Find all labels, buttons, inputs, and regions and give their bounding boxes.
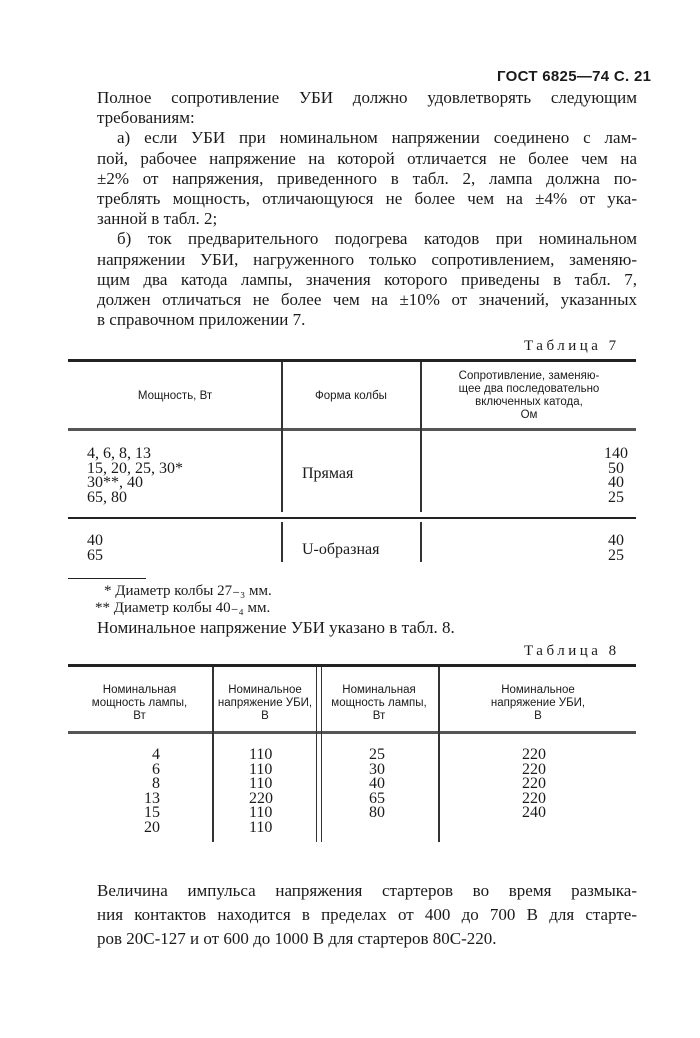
power-cell: 4, 6, 8, 13 15, 20, 25, 30* 30**, 40 65, 80 [87, 445, 183, 506]
power-column: 4 6 8 13 15 20 [144, 746, 160, 836]
table-rule [68, 664, 636, 667]
page-header: ГОСТ 6825—74 С. 21 [497, 68, 652, 85]
text-line: б) ток предварительного подогрева катодов при номинальном [117, 229, 637, 249]
text-line: пой, рабочее напряжение на которой отличается не более чем на [97, 148, 637, 168]
resistance-cell: 140 50 40 25 [604, 445, 628, 506]
text-line: должен отличаться не более чем на ±10% от значений, указанных [97, 289, 637, 309]
shape-cell: U-образная [302, 541, 380, 558]
mid-text [97, 618, 637, 638]
resistance-cell: 40 25 [608, 532, 624, 564]
text-line: ния контактов находится в пределах от 400 до 700 В для стартe- [97, 905, 637, 925]
table8-caption: Таблица 8 [524, 643, 620, 659]
voltage-column: 220 220 220 220 240 [522, 746, 546, 821]
text-line: щим два катода лампы, значения которого приведены в табл. 7, [97, 269, 637, 289]
text-line: напряжении УБИ, нагруженного только сопротивлением, заменяю- [97, 249, 637, 269]
table-divider [281, 522, 283, 562]
footnote: * Диаметр колбы 27₋₃ мм. [104, 583, 272, 599]
table-rule [68, 731, 636, 734]
outro-paragraph [97, 879, 637, 952]
text-line: а) если УБИ при номинальном напряжении соединено с лам- [117, 128, 637, 148]
footnote-rule [68, 578, 146, 579]
column-header: Номинальная мощность лампы, Вт [91, 684, 188, 722]
text-line: ров 20С-127 и от 600 до 1000 В для стартеров 80С-220. [97, 929, 497, 949]
table-rule [68, 428, 636, 431]
table-divider [420, 522, 422, 562]
power-column: 25 30 40 65 80 [369, 746, 385, 821]
voltage-column: 110 110 110 220 110 110 [249, 746, 273, 836]
text-line: в справочном приложении 7. [97, 310, 306, 330]
column-header: Форма колбы [315, 390, 387, 402]
text-line: требованиям: [97, 108, 195, 128]
text-line: треблять мощность, отличающуюся не более чем на ±4% от ука- [97, 188, 637, 208]
column-header: Сопротивление, заменяю- щее два последовательно включенных катода, Ом [458, 370, 600, 421]
intro-paragraphs [97, 88, 637, 330]
table-rule [68, 359, 636, 362]
text-line: Полное сопротивление УБИ должно удовлетворять следующим [97, 88, 637, 107]
table-rule [68, 517, 636, 519]
column-header: Номинальное напряжение УБИ, В [490, 684, 586, 722]
shape-cell: Прямая [302, 465, 354, 482]
column-header: Номинальное напряжение УБИ, В [217, 684, 313, 722]
text-line: занной в табл. 2; [97, 209, 218, 229]
power-cell: 40 65 [87, 532, 103, 564]
table-divider [281, 362, 283, 512]
footnote: ** Диаметр колбы 40₋₄ мм. [95, 600, 271, 616]
table7-caption: Таблица 7 [524, 338, 620, 354]
column-header: Мощность, Вт [137, 390, 213, 402]
column-header: Номинальная мощность лампы, Вт [331, 684, 427, 722]
text-line: Величина импульса напряжения стартеров во время размыка- [97, 881, 637, 900]
text-line: ±2% от напряжения, приведенного в табл. 2, лампа должна по- [97, 168, 637, 188]
text-line: Номинальное напряжение УБИ указано в табл. 8. [97, 618, 455, 637]
